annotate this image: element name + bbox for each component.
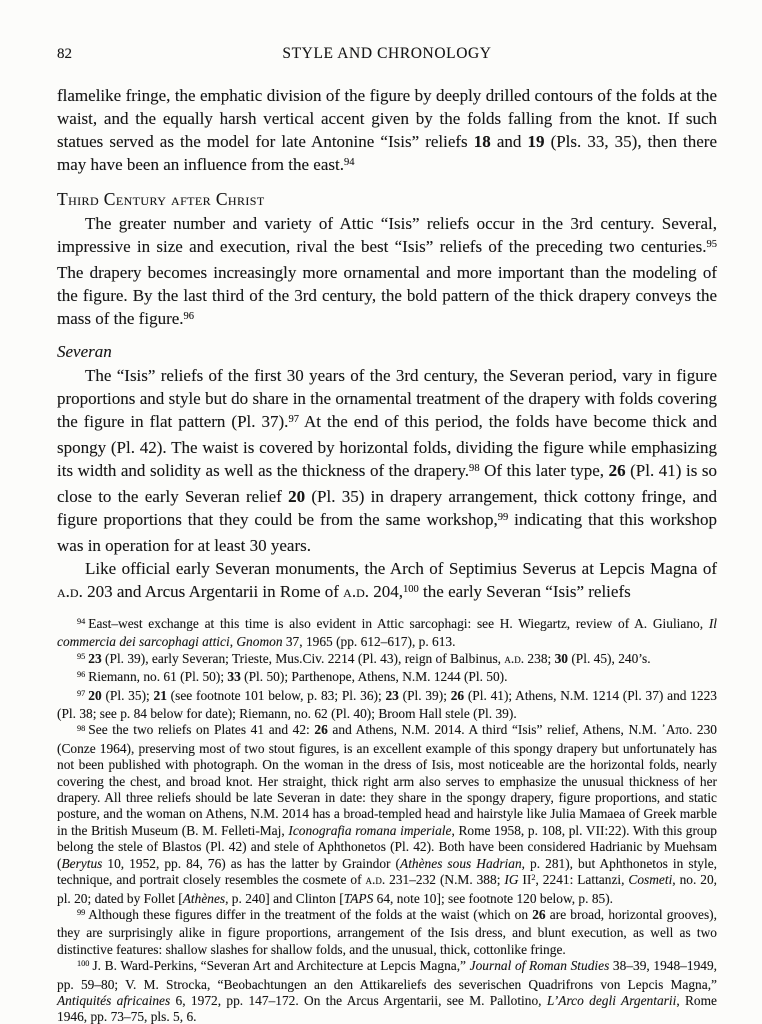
text-segment: Cosmeti <box>628 872 673 888</box>
text-segment: , Rome 1958, p. 108, pl. VII:22). With this group belong the stele of Blastos (Pl. 42) and stele of Aphthonetos (Pl. 42). Both have been considered Hadrianic by Muehsam ( <box>57 822 717 871</box>
text-segment: East–west exchange at this time is also evident in Attic sarcophagi: see H. Wiegartz, review of A. Giuliano, <box>88 616 709 631</box>
text-segment: 203 and Arcus Argentarii in Rome of <box>82 582 344 601</box>
text-segment: and <box>490 132 528 151</box>
text-segment: 33 <box>227 669 241 685</box>
text-segment: II <box>518 872 532 888</box>
section-heading: Third Century after Christ <box>57 189 265 209</box>
text-segment: Iconografia romana imperiale <box>288 822 452 838</box>
footnote-ref: 96 <box>183 311 195 323</box>
body-content <box>57 84 717 606</box>
footnote-number: 98 <box>77 723 86 733</box>
footnote-96 <box>57 669 717 687</box>
text-segment: a.d. <box>57 582 83 601</box>
footnote-number: 94 <box>77 617 86 627</box>
page-number: 82 <box>57 46 72 62</box>
text-segment: 26 <box>314 722 328 738</box>
footnote-ref: 94 <box>343 157 355 169</box>
text-segment: flamelike fringe, the emphatic division of the figure by deeply drilled contours of the folds at the waist, and the equally harsh vertical accent given by the folds falling from the knot. If such statues served as the model for late Antonine “Isis” reliefs <box>57 86 717 151</box>
text-segment: and Athens, N.M. 2014. A third “Isis” relief, Athens, N.M. ᾿Απο. 230 (Conze 1964), preserving most of two stout figures, is an excellent example of this spongy drapery but unfortunately has not been published with photograph. On the woman in the dress of Isis, most noticeable are the horizontal folds, nearly covering the chest, and broad knot. Her straight, thick right arm also serves to emphasize the unusual thickness of her drapery. All three reliefs should be late Severan in date: they share in the spongy drapery, figure proportions, and static posture, and the woman on Athens, N.M. 2014 has a broad-templed head and hairstyle like Julia Mamaea of Greek marble in the British Museum (B. M. Felleti-Maj, <box>57 722 718 838</box>
text-segment: , no. 20, pl. 20; dated by Follet [ <box>57 872 717 906</box>
text-segment: (Pls. 33, 35), then there may have been an influence from the east. <box>57 132 718 174</box>
body-paragraph <box>57 557 717 606</box>
text-segment: At the end of this period, the folds have become thick and spongy (Pl. 42). The waist is covered by horizontal folds, dividing the figure while emphasizing its width and solidity as well as the thickness of the drapery. <box>57 412 717 480</box>
text-segment: 19 <box>527 132 545 151</box>
footnote-ref: 98 <box>469 463 480 475</box>
text-segment: L’Arco degli Argentarii <box>546 992 677 1008</box>
footnote-99 <box>57 907 717 958</box>
text-segment: 37, 1965 (pp. 612–617), p. 613. <box>282 634 456 650</box>
text-segment: 26 <box>532 906 546 922</box>
text-segment: The greater number and variety of Attic “Isis” reliefs occur in the 3rd century. Several, impressive in size and execution, rival the best “Isis” reliefs of the preceding two centuries. <box>57 214 717 256</box>
body-paragraph <box>57 364 717 557</box>
text-segment: 23 <box>385 687 399 703</box>
text-segment: Riemann, no. 61 (Pl. 50); <box>88 669 228 685</box>
footnote-number: 99 <box>77 908 86 918</box>
text-segment: (Pl. 50); Parthenope, Athens, N.M. 1244 (Pl. 50). <box>240 669 508 685</box>
text-segment: (Pl. 41) is so close to the early Severan relief <box>57 461 717 506</box>
subheading: Severan <box>57 342 112 361</box>
footnote-ref: 2 <box>531 873 536 883</box>
text-segment: 231–232 (N.M. 388; <box>385 872 505 888</box>
body-paragraph <box>57 84 717 179</box>
text-segment: 20 <box>288 487 306 506</box>
footnote-number: 96 <box>77 670 86 680</box>
text-segment: Il commercia dei sarcophagi attici <box>57 616 717 650</box>
text-segment: 6, 1972, pp. 147–172. On the Arcus Argentarii, see M. Pallotino, <box>170 992 547 1008</box>
text-segment: 18 <box>473 132 491 151</box>
text-segment: (Pl. 35); <box>101 687 154 703</box>
text-segment: 238; <box>524 650 555 666</box>
text-segment: , <box>229 634 237 650</box>
text-segment: indicating that this workshop was in operation for at least 30 years. <box>57 510 717 555</box>
text-segment: , Rome 1946, pp. 73–75, pls. 5, 6. <box>57 992 717 1024</box>
footnote-ref: 100 <box>403 584 419 596</box>
text-segment: 64, note 10]; see footnote 120 below, p. 85). <box>373 890 614 906</box>
text-segment: (Pl. 45), 240’s. <box>567 650 651 666</box>
footnote-ref: 95 <box>706 239 717 251</box>
text-segment: Athènes <box>182 890 226 906</box>
text-segment: The drapery becomes increasingly more ornamental and more important than the modeling of the figure. By the last third of the 3rd century, the bold pattern of the thick drapery conveys the mass of the figure. <box>57 263 717 328</box>
text-segment: Of this later type, <box>479 461 609 480</box>
footnote-94 <box>57 616 717 651</box>
footnote-98 <box>57 722 717 906</box>
text-segment: 30 <box>554 650 568 666</box>
text-segment: Athènes sous Hadrian <box>400 855 522 871</box>
page-content <box>57 45 717 1024</box>
text-segment: , p. 240] and Clinton [ <box>225 890 344 906</box>
text-segment: IG <box>504 872 519 888</box>
body-paragraph <box>57 212 717 333</box>
footnote-ref: 97 <box>288 414 299 426</box>
text-segment: Although these figures differ in the treatment of the folds at the waist (which on <box>88 906 533 922</box>
text-segment: The “Isis” reliefs of the first 30 years of the 3rd century, the Severan period, vary in figure proportions and style but do share in the ornamental treatment of the drapery with folds covering the figure in flat pattern (Pl. 37). <box>57 366 717 431</box>
text-segment: 10, 1952, pp. 84, 76) as has the latter by Graindor ( <box>102 855 401 871</box>
text-segment: 38–39, 1948–1949, pp. 59–80; V. M. Strocka, “Beobachtungen an den Attikareliefs des severischen Quadrifrons von Lepcis Magna,” <box>57 958 717 992</box>
text-segment: Journal of Roman Studies <box>469 958 610 974</box>
text-segment: TAPS <box>343 890 374 906</box>
footnote-number: 95 <box>77 652 86 662</box>
text-segment: 26 <box>608 461 626 480</box>
text-segment: 26 <box>450 687 465 703</box>
footnotes <box>57 616 717 1024</box>
text-segment: 23 <box>88 650 102 666</box>
footnote-ref: 99 <box>497 512 509 524</box>
text-segment: 20 <box>88 687 102 703</box>
text-segment: (Pl. 41); Athens, N.M. 1214 (Pl. 37) and 1223 (Pl. 38; see p. 84 below for date); Riemann, no. 62 (Pl. 40); Broom Hall stele (Pl. 39). <box>57 687 717 722</box>
text-segment: Berytus <box>61 855 103 871</box>
footnote-100 <box>57 958 717 1024</box>
text-segment: (Pl. 35) in drapery arrangement, thick cottony fringe, and figure proportions that they could be from the same workshop, <box>57 487 717 529</box>
page-title: STYLE AND CHRONOLOGY <box>282 45 492 62</box>
text-segment: Gnomon <box>236 634 283 650</box>
text-segment: 21 <box>153 687 167 703</box>
text-segment: (see footnote 101 below, p. 83; Pl. 36); <box>166 687 386 703</box>
text-segment: a.d. <box>365 872 386 888</box>
text-segment: See the two reliefs on Plates 41 and 42: <box>88 722 315 738</box>
footnote-number: 97 <box>77 688 86 698</box>
footnote-number: 100 <box>77 959 90 969</box>
running-header <box>57 45 717 64</box>
footnote-97 <box>57 688 717 723</box>
text-segment: a.d. <box>504 650 525 666</box>
text-segment: (Pl. 39); <box>398 687 451 703</box>
text-segment: are broad, horizontal grooves), they are surprisingly alike in figure proportions, arrangement of the Isis dress, and blunt execution, as well as two distinctive features: shallow slashes for shallow folds, and the unusual, thick, cottonlike fringe. <box>57 906 717 957</box>
text-segment: a.d. <box>343 582 369 601</box>
text-segment: the early Severan “Isis” reliefs <box>418 582 631 601</box>
text-segment: Like official early Severan monuments, the Arch of Septimius Severus at Lepcis Magna of <box>85 559 717 578</box>
text-segment: 204, <box>369 582 403 601</box>
text-segment: (Pl. 39), early Severan; Trieste, Mus.Civ. 2214 (Pl. 43), reign of Balbinus, <box>101 650 505 666</box>
text-segment: , p. 281), but Aphthonetos in style, technique, and portrait closely resembles the cosmete of <box>57 855 718 888</box>
footnote-95 <box>57 651 717 669</box>
text-segment: , 2241: Lattanzi, <box>535 872 629 888</box>
text-segment: J. B. Ward-Perkins, “Severan Art and Architecture at Lepcis Magna,” <box>92 958 470 974</box>
text-segment: Antiquités africaines <box>57 992 171 1008</box>
